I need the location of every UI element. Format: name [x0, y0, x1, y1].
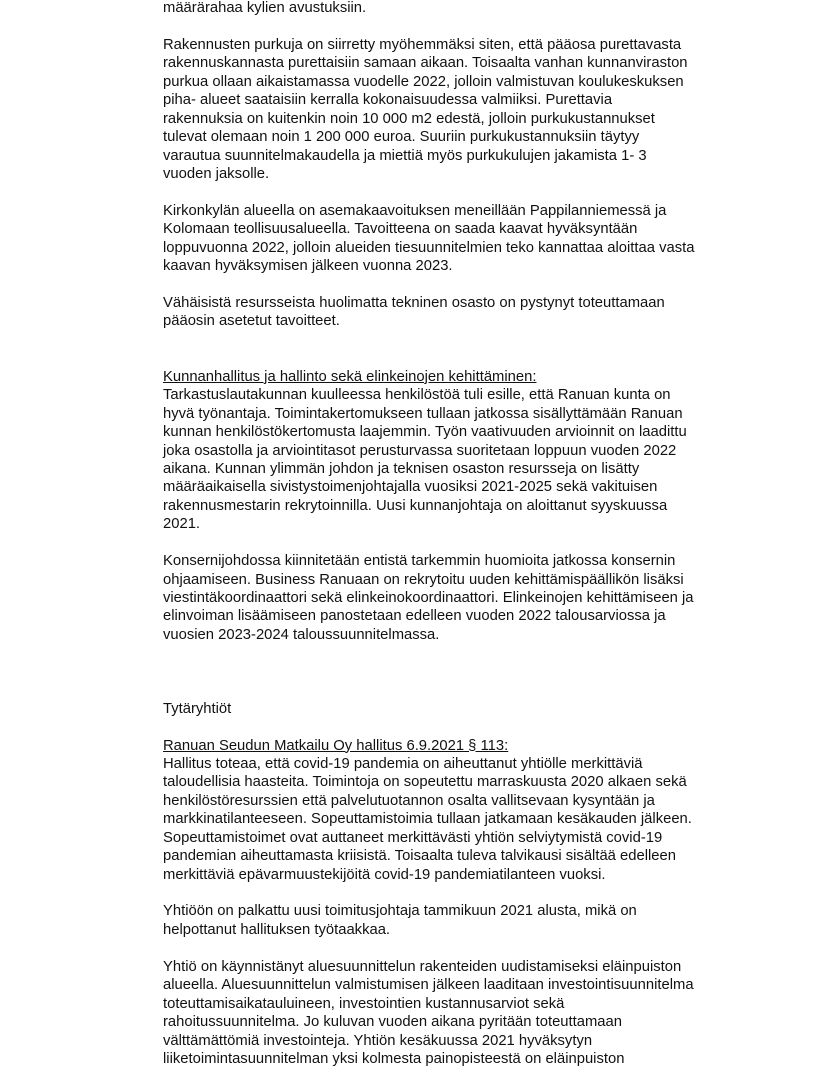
paragraph [163, 902, 694, 939]
blank-line [163, 718, 694, 736]
text-line: Kunnanhallitus ja hallinto sekä elinkeinojen kehittäminen: [163, 368, 537, 385]
blank-line [163, 331, 694, 349]
text-line: tulevat olemaan noin 1 200 000 euroa. Suuriin purkukustannuksiin täytyy [163, 129, 640, 146]
text-line: ohjaamiseen. Business Ranuaan on rekrytoitu uuden kehittämispäällikön lisäksi [163, 571, 684, 588]
text-line: rakennuskannasta purettaisiin samaan aikaan. Toisaalta vanhan kunnanviraston [163, 55, 688, 72]
text-line: toteuttamisaikatauluineen, investointien kustannusarviot sekä [163, 995, 565, 1012]
text-line: rakennusmestarin rekrytoinnilla. Uusi kunnanjohtaja on aloittanut syyskuussa [163, 497, 668, 514]
text-line: taloudellisia haasteita. Toimintoja on sopeutettu marraskuusta 2020 alkaen sekä [163, 774, 687, 791]
text-line: hyvä työnantaja. Toimintakertomukseen tullaan jatkossa sisällyttämään Ranuan [163, 405, 683, 422]
paragraph [163, 386, 694, 534]
text-line: välttämättömiä investointeja. Yhtiön kesäkuussa 2021 hyväksytyn [163, 1032, 593, 1049]
text-line: Kirkonkylän alueella on asemakaavoituksen meneillään Pappilanniemessä ja [163, 202, 667, 219]
text-line: alueella. Aluesuunnittelun valmistumisen jälkeen laaditaan investointisuunnitelma [163, 977, 694, 994]
blank-line [163, 183, 694, 201]
text-line: purkua ollaan aikaistamassa vuodelle 2022, jolloin valmistuvan koulukeskuksen [163, 73, 684, 90]
paragraph [163, 202, 694, 276]
blank-line [163, 534, 694, 552]
text-line: Kolomaan teollisuusalueella. Tavoitteena on saada kaavat hyväksyntään [163, 221, 638, 238]
blank-line [163, 17, 694, 35]
text-line: vuosien 2023-2024 taloussuunnitelmassa. [163, 626, 440, 643]
text-line: 2021. [163, 516, 201, 533]
text-line: kunnan henkilöstökertomusta laajemmin. Työn vaativuuden arvioinnit on laadittu [163, 424, 687, 441]
text-line: pandemian aiheuttamasta kriisistä. Toisaalta tuleva talvikausi sisältää edelleen [163, 848, 676, 865]
text-line: Konsernijohdossa kiinnitetään entistä tarkemmin huomioita jatkossa konsernin [163, 553, 676, 570]
section-subheading [163, 737, 694, 755]
blank-line [163, 349, 694, 367]
text-line: Hallitus toteaa, että covid-19 pandemia on aiheuttanut yhtiölle merkittäviä [163, 755, 643, 772]
paragraph [163, 958, 694, 1068]
text-line: Ranuan Seudun Matkailu Oy hallitus 6.9.2021 § 113: [163, 737, 509, 754]
blank-line [163, 884, 694, 902]
text-line: viestintäkoordinaattori sekä elinkeinokoordinaattori. Elinkeinojen kehittämiseen ja [163, 590, 694, 606]
blank-line [163, 276, 694, 294]
text-line: Yhtiöön on palkattu uusi toimitusjohtaja tammikuun 2021 alusta, mikä on [163, 903, 637, 920]
text-line: helpottanut hallituksen työtaakkaa. [163, 921, 391, 938]
text-line: piha- alueet saataisiin kerralla kokonaisuudessa valmiiksi. Purettavia [163, 92, 613, 109]
blank-line [163, 681, 694, 699]
text-line: elinvoiman lisäämiseen panostetaan edelleen vuoden 2022 talousarviossa ja [163, 608, 666, 625]
paragraph [163, 36, 694, 184]
document-page [163, 0, 694, 1068]
blank-line [163, 663, 694, 681]
paragraph [163, 755, 694, 884]
text-line: markkinatilanteeseen. Sopeuttamistoimia tullaan jatkamaan kesäkauden jälkeen. [163, 811, 692, 828]
text-line: loppuvuonna 2022, jolloin alueiden tiesuunnitelmien teko kannattaa aloittaa vasta [163, 239, 695, 256]
text-line: määräaikaisella sivistystoimenjohtajalla vuosiksi 2021-2025 sekä vakituisen [163, 479, 658, 496]
text-line: rakennuksia on kuitenkin noin 10 000 m2 edestä, jolloin purkukustannukset [163, 110, 655, 127]
text-line: Sopeuttamistoimet ovat auttaneet merkittävästi yhtiön selviytymistä covid-19 [163, 829, 663, 846]
text-line: liiketoimintasuunnitelman yksi kolmesta painopisteestä on eläinpuiston [163, 1050, 625, 1067]
text-line: rahoitussuunnitelma. Jo kuluvan vuoden aikana pyritään toteuttamaan [163, 1014, 622, 1031]
text-line: Tytäryhtiöt [163, 700, 232, 717]
text-line: määrärahaa kylien avustuksiin. [163, 0, 367, 16]
text-line: Rakennusten purkuja on siirretty myöhemmäksi siten, että pääosa purettavasta [163, 36, 682, 53]
paragraph [163, 294, 694, 331]
text-line: varautua suunnitelmakaudella ja miettiä myös purkukulujen jakamista 1- 3 [163, 147, 647, 164]
text-line: aikana. Kunnan ylimmän johdon ja teknisen osaston resursseja on lisätty [163, 460, 640, 477]
paragraph [163, 552, 694, 644]
text-line: Vähäisistä resursseista huolimatta tekninen osasto on pystynyt toteuttamaan [163, 295, 665, 311]
text-line: joka osastolla ja arviointitasot perusturvassa suoritetaan loppuun vuoden 2022 [163, 442, 677, 459]
section-subheading [163, 368, 694, 386]
blank-line [163, 939, 694, 957]
text-line: henkilöstöresurssien että palvelutuotannon osalta vallitsevaan kysyntään ja [163, 792, 655, 809]
text-line: Tarkastuslautakunnan kuulleessa henkilöstöä tuli esille, että Ranuan kunta on [163, 387, 671, 404]
text-line: vuoden jaksolle. [163, 165, 270, 182]
section-heading [163, 700, 694, 718]
text-line: Yhtiö on käynnistänyt aluesuunnittelun rakenteiden uudistamiseksi eläinpuiston [163, 958, 682, 975]
text-line: merkittäviä epävarmuustekijöitä covid-19 pandemiatilanteen vuoksi. [163, 866, 606, 883]
paragraph [163, 0, 694, 17]
text-line: pääosin asetetut tavoitteet. [163, 313, 340, 330]
blank-line [163, 644, 694, 662]
text-line: kaavan hyväksymisen jälkeen vuonna 2023. [163, 258, 453, 275]
